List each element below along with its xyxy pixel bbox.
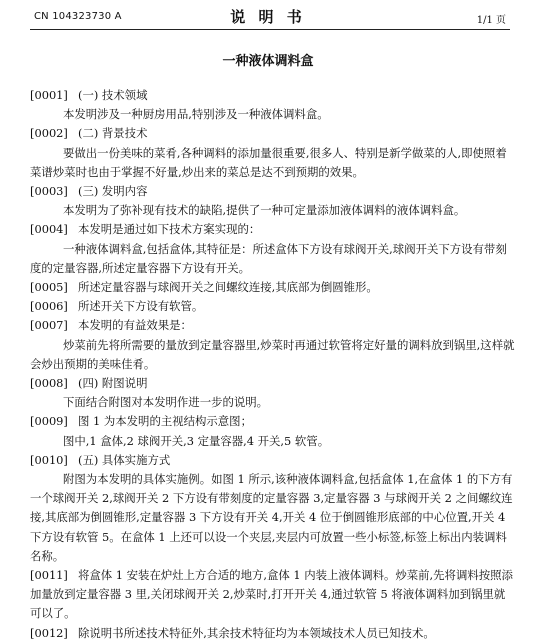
paragraph-number: [0010] [30, 452, 68, 467]
paragraph-number: [0008] [30, 376, 68, 391]
paragraph-text: 炒菜前先将所需要的量放到定量容器里,炒菜时再通过软管将定好量的调料放到锅里,这样就会炒出预期的美味佳肴。 [30, 337, 515, 371]
paragraph-text: 下面结合附图对本发明作进一步的说明。 [63, 395, 269, 410]
paragraph-text: 图中,1 盒体,2 球阀开关,3 定量容器,4 开关,5 软管。 [63, 433, 330, 448]
paragraph-number: [0007] [30, 318, 68, 333]
section-heading: (二) 背景技术 [78, 126, 148, 141]
paragraph-text: 图 1 为本发明的主视结构示意图； [78, 414, 252, 429]
document-type: 说 明 书 [230, 8, 306, 26]
section-heading: (四) 附图说明 [78, 376, 148, 391]
publication-number: CN 104323730 A [34, 11, 122, 22]
paragraph-0008 [30, 374, 515, 393]
paragraph-0011 [30, 566, 515, 624]
paragraph-text: 本发明为了弥补现有技术的缺陷,提供了一种可定量添加液体调料的液体调料盒。 [63, 203, 466, 218]
paragraph-number: [0012] [30, 625, 68, 640]
paragraph-number: [0001] [30, 88, 68, 102]
paragraph-0007 [30, 316, 515, 335]
page-number: 1/1 页 [476, 15, 506, 26]
paragraph-text: 附图为本发明的具体实施例。如图 1 所示,该种液体调料盒,包括盒体 1,在盒体 1 的下方有一个球阀开关 2,球阀开关 2 下方设有带刻度的定量容器 3,定量容器 3 与球阀开关 2 之间螺纹连接,其底部为倒圆锥形,定量容器 3 下方设有开关 4,开关 4 位于倒圆锥形底部的中心位置,开关 4 下方设有软管 5。在盒体 1 上还可以设一个夹层,夹层内可放置一些小标签,标签上标出内装调料名称。 [30, 472, 513, 563]
paragraph-text: 本发明涉及一种厨房用品,特别涉及一种液体调料盒。 [63, 107, 329, 122]
paragraph-text: 所述开关下方设有软管。 [78, 299, 204, 314]
section-heading: (一) 技术领域 [78, 88, 148, 102]
paragraph-number: [0009] [30, 414, 68, 429]
paragraph-0003 [30, 182, 515, 201]
paragraph-text: 除说明书所述技术特征外,其余技术特征均为本领域技术人员已知技术。 [78, 625, 435, 640]
paragraph-text: 所述定量容器与球阀开关之间螺纹连接,其底部为倒圆锥形。 [78, 280, 378, 295]
section-heading: (五) 具体实施方式 [78, 452, 171, 467]
paragraph-text: 一种液体调料盒,包括盒体,其特征是：所述盒体下方设有球阀开关,球阀开关下方设有带刻度的定量容器,所述定量容器下方设有开关。 [30, 241, 507, 275]
section-heading: (三) 发明内容 [78, 184, 148, 199]
page-header [0, 0, 536, 31]
paragraph-0009 [30, 412, 515, 431]
paragraph-number: [0004] [30, 222, 68, 237]
paragraph-0010 [30, 451, 515, 470]
description-body [30, 86, 515, 643]
paragraph-number: [0006] [30, 299, 68, 314]
paragraph-0002 [30, 124, 515, 143]
paragraph-number: [0005] [30, 280, 68, 295]
paragraph-text: 要做出一份美味的菜肴,各种调料的添加量很重要,很多人、特别是新学做菜的人,即使照着菜谱炒菜时也由于掌握不好量,炒出来的菜总是达不到预期的效果。 [30, 145, 507, 179]
paragraph-text: 本发明的有益效果是： [78, 318, 192, 333]
paragraph-0001 [30, 86, 515, 105]
paragraph-0006 [30, 297, 515, 316]
document-title: 一种液体调料盒 [222, 54, 314, 69]
paragraph-0012 [30, 624, 515, 643]
paragraph-0005 [30, 278, 515, 297]
paragraph-number: [0003] [30, 184, 68, 199]
paragraph-number: [0002] [30, 126, 68, 141]
paragraph-text: 将盒体 1 安装在炉灶上方合适的地方,盒体 1 内装上液体调料。炒菜前,先将调料按照添加量放到定量容器 3 里,关闭球阀开关 2,炒菜时,打开开关 4,通过软管 5 将液体调料加到锅里就可以了。 [30, 568, 513, 621]
header-rule [30, 29, 510, 30]
paragraph-text: 本发明是通过如下技术方案实现的： [78, 222, 261, 237]
paragraph-0004 [30, 220, 515, 239]
paragraph-number: [0011] [30, 568, 68, 583]
